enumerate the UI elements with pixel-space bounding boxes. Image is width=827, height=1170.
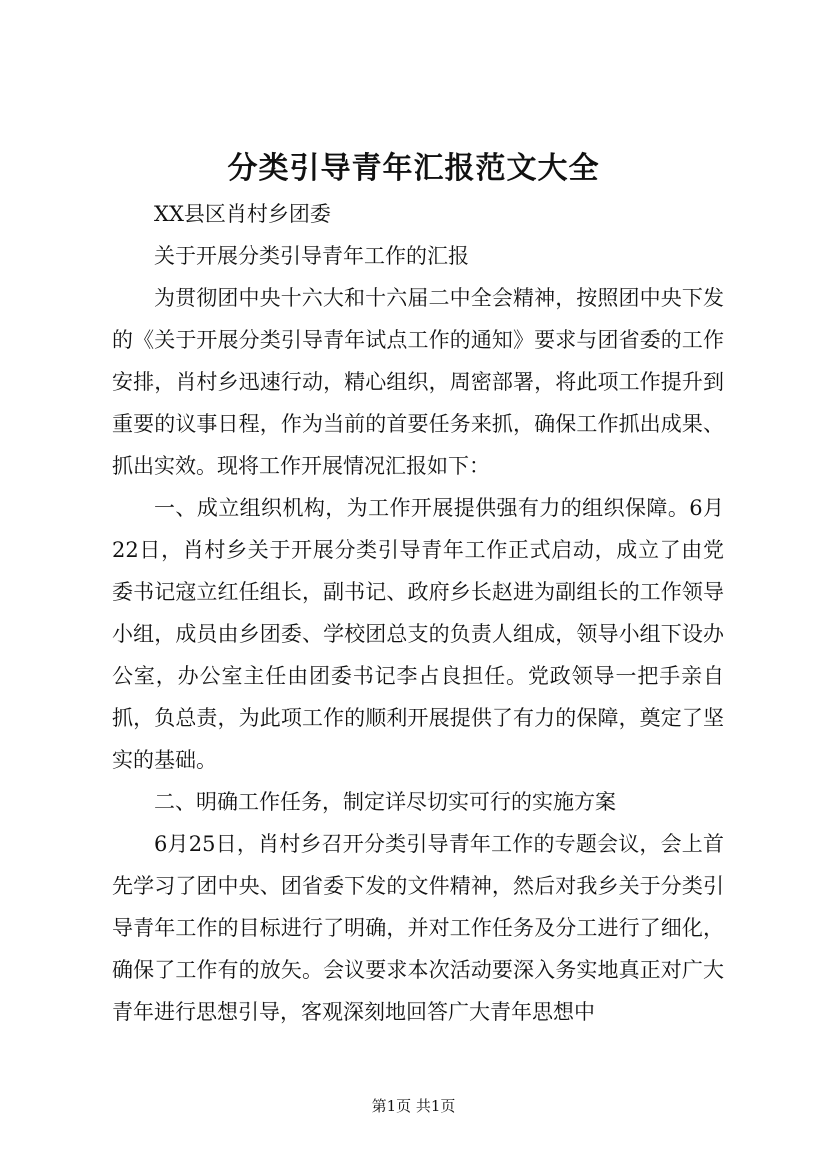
document-body <box>112 193 724 1033</box>
document-title: 分类引导青年汇报范文大全 <box>227 151 600 186</box>
paragraph-report-title: 关于开展分类引导青年工作的汇报 <box>154 244 469 268</box>
paragraph-organization: XX县区肖村乡团委 <box>154 202 331 226</box>
paragraph-section-two-heading: 二、明确工作任务，制定详尽切实可行的实施方案 <box>154 790 616 814</box>
paragraph-section-one: 一、成立组织机构，为工作开展提供强有力的组织保障。6月22日，肖村乡关于开展分类引导青年工作正式启动，成立了由党委书记寇立红任组长，副书记、政府乡长赵进为副组长的工作领导小组，成员由乡团委、学校团总支的负责人组成，领导小组下设办公室，办公室主任由团委书记李占良担任。党政领导一把手亲自抓，负总责，为此项工作的顺利开展提供了有力的保障，奠定了坚实的基础。 <box>112 496 724 772</box>
page-footer: 第1页 共1页 <box>371 1097 456 1115</box>
paragraph-section-two-body: 6月25日，肖村乡召开分类引导青年工作的专题会议，会上首先学习了团中央、团省委下发的文件精神，然后对我乡关于分类引导青年工作的目标进行了明确，并对工作任务及分工进行了细化，确保了工作有的放矢。会议要求本次活动要深入务实地真正对广大青年进行思想引导，客观深刻地回答广大青年思想中 <box>112 832 724 1024</box>
paragraph-introduction: 为贯彻团中央十六大和十六届二中全会精神，按照团中央下发的《关于开展分类引导青年试点工作的通知》要求与团省委的工作安排，肖村乡迅速行动，精心组织，周密部署，将此项工作提升到重要的议事日程，作为当前的首要任务来抓，确保工作抓出成果、抓出实效。现将工作开展情况汇报如下： <box>112 286 724 478</box>
